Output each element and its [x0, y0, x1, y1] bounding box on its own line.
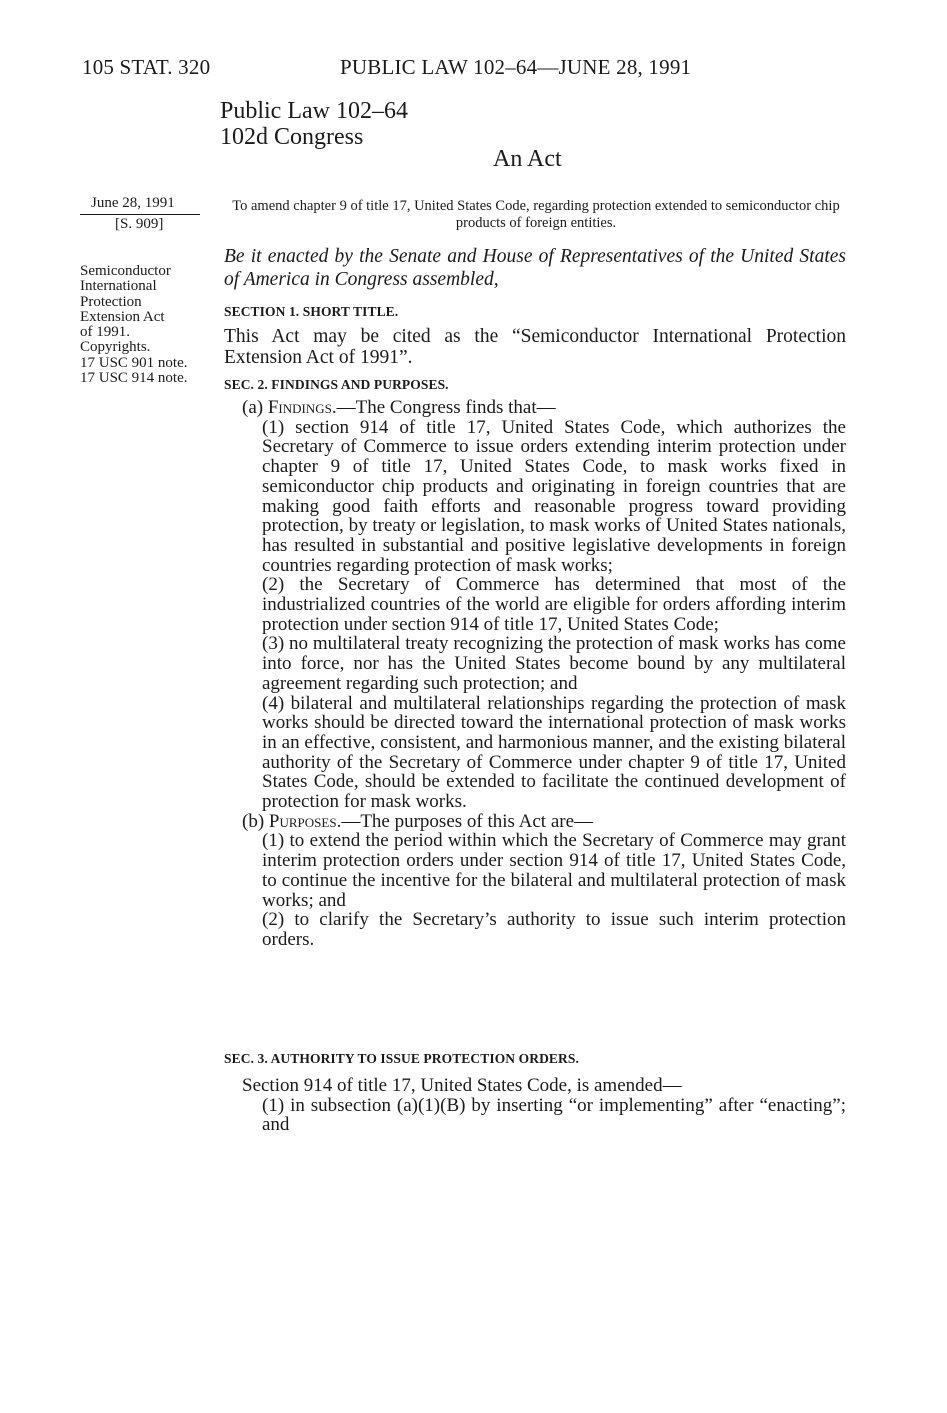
- section-3-lead: Section 914 of title 17, United States Code, is amended—: [242, 1075, 682, 1096]
- act-heading: An Act: [493, 146, 562, 172]
- short-title-text: This Act may be cited as the “Semiconductor International Protection Extension Act of 1991”.: [224, 326, 846, 368]
- subsection-b-intro: .—The purposes of this Act are—: [336, 810, 594, 832]
- margin-note: 17 USC 914 note.: [80, 369, 188, 386]
- bill-number: [S. 909]: [115, 216, 164, 232]
- subsection-b-label: (b): [242, 810, 269, 832]
- section-1-text: [224, 326, 846, 368]
- section-1-heading: SECTION 1. SHORT TITLE.: [224, 304, 399, 319]
- finding-paragraph: (1) section 914 of title 17, United States Code, which authorizes the Secretary of Commerce to issue orders extending interim protection under chapter 9 of title 17, United States Code, to mask works fixed in semiconductor chip products and originating in foreign countries that are making good faith efforts and reasonable progress toward providing protection, by treaty or legislation, to mask works of United States nationals, has resulted in substantial and positive legislative developments in foreign countries regarding protection of mask works;: [262, 416, 846, 576]
- subsection-a-caption: Findings: [267, 397, 332, 418]
- congress-number: 102d Congress: [220, 124, 364, 150]
- public-law-number: Public Law 102–64: [220, 98, 408, 124]
- subsection-a-label: (a): [242, 397, 268, 418]
- page-reference: 105 STAT. 320: [82, 55, 211, 79]
- margin-note: 17 USC 901 note.: [80, 354, 188, 371]
- margin-note: Copyrights.: [80, 339, 151, 356]
- subsection-b-lead: [224, 812, 846, 832]
- finding-paragraph: (2) the Secretary of Commerce has determined that most of the industrialized countries of the world are eligible for orders affording interim protection under section 914 of title 17, United States Code;: [262, 574, 846, 635]
- section-2-heading: SEC. 2. FINDINGS AND PURPOSES.: [224, 377, 449, 392]
- running-title: PUBLIC LAW 102–64—JUNE 28, 1991: [340, 55, 692, 79]
- finding-paragraph: (4) bilateral and multilateral relationships regarding the protection of mask works should be directed toward the international protection of mask works in an effective, consistent, and harmonious manner, and the existing bilateral authority of the Secretary of Commerce under chapter 9 of title 17, United States Code, should be extended to facilitate the continued development of protection for mask works.: [262, 692, 846, 813]
- subsection-b-caption: Purposes: [268, 810, 337, 832]
- finding-paragraph: (3) no multilateral treaty recognizing the protection of mask works has come into force, nor has the United States become bound by any multilateral agreement regarding such protection; and: [262, 633, 846, 694]
- margin-notes: [80, 264, 188, 386]
- purpose-paragraph: (1) to extend the period within which the Secretary of Commerce may grant interim protection orders under section 914 of title 17, United States Code, to continue the incentive for the bilateral and multilateral protection of mask works; and: [262, 830, 846, 911]
- purpose-paragraph: (2) to clarify the Secretary’s authority to issue such interim protection orders.: [262, 909, 846, 950]
- margin-rule: [80, 214, 200, 215]
- subsection-a-intro: .—The Congress finds that—: [331, 397, 556, 418]
- section-3-text: [224, 1076, 846, 1135]
- margin-note: International: [80, 278, 157, 295]
- subsection-a-lead: [224, 398, 846, 418]
- margin-note: Extension Act: [80, 308, 165, 325]
- act-purpose: To amend chapter 9 of title 17, United States Code, regarding protection extended to semiconductor chip products of foreign entities.: [232, 198, 840, 231]
- margin-date: June 28, 1991: [91, 195, 175, 211]
- margin-note: Protection: [80, 293, 142, 310]
- margin-note: Semiconductor: [80, 263, 171, 279]
- amendment-paragraph: (1) in subsection (a)(1)(B) by inserting “or implementing” after “enacting”; and: [262, 1094, 846, 1136]
- enacting-clause: Be it enacted by the Senate and House of Representatives of the United States of America in Congress assembled,: [224, 246, 846, 290]
- section-2-text: [224, 398, 846, 950]
- margin-note: of 1991.: [80, 324, 130, 340]
- section-3-heading: SEC. 3. AUTHORITY TO ISSUE PROTECTION ORDERS.: [224, 1051, 579, 1066]
